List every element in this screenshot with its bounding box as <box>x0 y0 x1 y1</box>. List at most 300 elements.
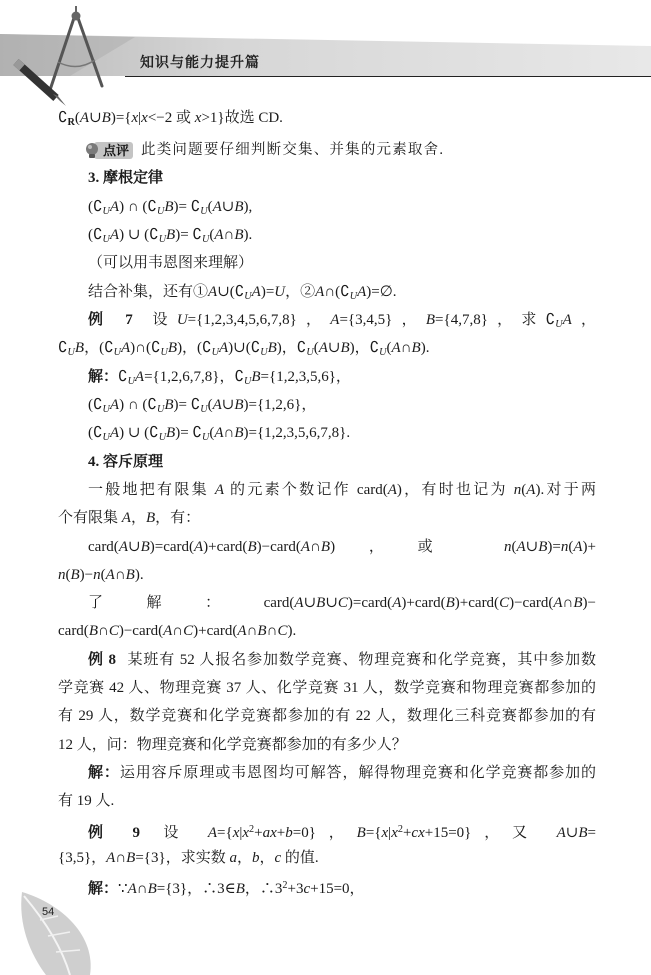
math-variable: B <box>147 881 157 898</box>
text-run: ∪ <box>89 110 102 126</box>
text-run: ={3,4,5}， <box>339 312 426 328</box>
text-run: )，有时也记为 <box>396 482 514 498</box>
example-9-statement <box>58 844 596 872</box>
text-run: +3 <box>287 881 304 898</box>
line-content <box>88 482 596 498</box>
text-run: ，② <box>285 284 316 300</box>
line-content <box>88 425 351 444</box>
math-variable: A <box>109 425 120 441</box>
line-content <box>58 340 430 359</box>
text-run: 的值. <box>281 850 319 866</box>
text-run: ∪ <box>327 340 341 356</box>
line-content <box>88 652 596 668</box>
math-variable: A <box>315 284 325 300</box>
example-8-solution <box>58 787 596 815</box>
math-variable: B <box>538 539 548 555</box>
text-run: )+card( <box>193 623 238 639</box>
math-variable: B <box>573 595 583 611</box>
math-variable: B <box>234 227 244 243</box>
text-run: ∩ <box>97 623 109 639</box>
text-run: ， <box>236 850 252 866</box>
math-variable: A <box>207 825 218 842</box>
text-run: +15=0}，又 <box>424 825 557 842</box>
line-content <box>88 539 596 555</box>
text-run: ，有： <box>155 510 201 526</box>
text-run: ) ∩ (∁ <box>119 199 157 215</box>
text-run: ∩ <box>223 227 235 243</box>
math-variable: B <box>257 623 267 639</box>
math-variable: b <box>251 850 260 866</box>
text-run: ，∴3 <box>244 881 283 898</box>
text-run: (∁ <box>88 199 103 215</box>
example-label: 例 7 <box>88 312 133 328</box>
math-variable: B <box>411 340 421 356</box>
math-variable: B <box>234 425 244 441</box>
de-morgan-law-1 <box>58 193 596 221</box>
math-variable: A <box>218 340 229 356</box>
text-run: ∩ <box>310 539 321 555</box>
text-run: （可以用韦恩图来理解） <box>88 255 254 271</box>
text-run: 学竞赛 42 人、物理竞赛 37 人、化学竞赛 31 人，数学竞赛和物理竞赛都参加的 <box>58 680 596 696</box>
math-variable: A <box>105 567 115 583</box>
text-run: ={4,7,8}，求∁ <box>435 312 556 328</box>
math-variable: A <box>237 623 247 639</box>
math-variable: n <box>513 482 522 498</box>
text-run: )= <box>260 284 275 300</box>
math-variable: n <box>93 567 101 583</box>
math-variable: x <box>391 825 398 842</box>
subscript: U <box>67 347 75 359</box>
subscript: U <box>158 432 167 444</box>
subscript: U <box>244 291 252 303</box>
math-variable: C <box>108 623 119 639</box>
subscript: U <box>127 376 135 388</box>
text-run: (∁ <box>88 397 103 413</box>
math-variable: A <box>109 199 120 215</box>
math-variable: B <box>267 340 277 356</box>
math-variable: A <box>194 539 204 555</box>
math-variable: A <box>163 623 173 639</box>
bold-label: 解： <box>88 765 120 781</box>
math-variable: A <box>127 881 137 898</box>
bold-label: 解： <box>88 881 119 898</box>
text-run: ∪ <box>525 539 539 555</box>
text-run: ∩ <box>223 425 235 441</box>
subscript: U <box>102 234 110 246</box>
text-run: )= ∁ <box>175 425 202 441</box>
text-run: ( <box>207 397 213 413</box>
math-variable: B <box>578 825 588 842</box>
math-variable: C <box>183 623 194 639</box>
text-run: ∩ <box>400 340 412 356</box>
venn-hint <box>58 249 596 277</box>
math-variable: A <box>214 482 225 498</box>
math-variable: x <box>381 825 389 842</box>
math-variable: A <box>330 312 340 328</box>
text-run: ( <box>313 340 319 356</box>
text-run: ∪ <box>325 595 338 611</box>
line-content <box>88 825 596 841</box>
text-run: ( <box>511 539 517 555</box>
example-7-solution <box>58 363 596 391</box>
text-run: ={1,2,6,7,8}，∁ <box>144 369 244 385</box>
math-variable: C <box>337 595 348 611</box>
math-variable: A <box>208 284 218 300</box>
text-run: ∩ <box>115 850 127 866</box>
text-run: ，(∁ <box>84 340 114 356</box>
text-run: ). <box>134 567 144 583</box>
example-8-statement <box>58 646 596 674</box>
bold-label: 4. 容斥原理 <box>88 454 164 470</box>
line-content <box>88 454 163 470</box>
line-content <box>88 397 317 416</box>
text-run: 了解：card( <box>88 595 295 611</box>
bold-label: 解： <box>88 369 119 385</box>
text-run: ， <box>571 312 597 328</box>
inclusion-exclusion-formula-cont <box>58 561 596 589</box>
example-7-solution-2 <box>58 391 596 419</box>
subscript: U <box>102 404 110 416</box>
math-variable: A <box>562 312 572 328</box>
subscript: U <box>555 319 563 331</box>
math-variable: x <box>131 110 139 126</box>
three-set-formula <box>58 589 596 617</box>
math-variable: B <box>101 110 111 126</box>
text-run: ). <box>243 227 253 243</box>
line-content <box>88 765 596 781</box>
subscript: U <box>200 206 208 218</box>
text-run: ={3}，求实数 <box>135 850 230 866</box>
text-run: ={1,2,3,4,5,6,7,8}， <box>187 312 331 328</box>
text-run: )−card( <box>256 539 301 555</box>
math-variable: B <box>445 595 455 611</box>
text-run: )=∅. <box>366 284 397 300</box>
text-run: )={1,2,3,5,6,7,8}. <box>243 425 351 441</box>
text-run: )− <box>582 595 596 611</box>
text-run: = <box>587 825 596 842</box>
math-variable: A <box>318 340 328 356</box>
text-run: ∩ <box>562 595 574 611</box>
subscript: U <box>200 404 208 416</box>
example-label: 例 9 <box>88 825 140 842</box>
subscript: U <box>201 234 210 246</box>
text-run: )，∁ <box>276 340 307 356</box>
text-run: 设 <box>150 825 208 842</box>
text-run: ). <box>420 340 430 356</box>
math-variable: B <box>316 595 326 611</box>
math-variable: B <box>164 397 174 413</box>
text-run: ). <box>287 623 297 639</box>
math-variable: c <box>303 881 311 898</box>
text-run: | <box>388 825 392 842</box>
example-8-statement <box>58 731 596 759</box>
text-run: ∪ <box>565 825 579 842</box>
subscript: U <box>158 234 167 246</box>
complement-properties <box>58 278 596 306</box>
line-content <box>88 595 596 611</box>
text-run: ( <box>386 340 392 356</box>
text-run: 设 <box>143 312 177 328</box>
text-run: ( <box>65 567 71 583</box>
text-run: )=card( <box>347 595 393 611</box>
text-run: )= <box>547 539 561 555</box>
math-variable: B <box>340 340 350 356</box>
line-content <box>88 312 597 331</box>
line-content <box>58 793 114 809</box>
math-variable: A <box>300 539 311 555</box>
math-variable: A <box>121 510 131 526</box>
text-run: )−card( <box>118 623 164 639</box>
text-run: ∁ <box>58 110 68 126</box>
text-run: )= ∁ <box>173 199 201 215</box>
text-run: )，或 <box>330 539 504 555</box>
math-variable: n <box>58 567 66 583</box>
text-run: )+ <box>582 539 596 555</box>
text-run: ， <box>130 510 146 526</box>
text-run: ， <box>259 850 275 866</box>
text-run: ={ <box>217 825 233 842</box>
text-run: 的元素个数记作 card( <box>224 482 388 498</box>
text-run: =0}， <box>292 825 357 842</box>
paragraph-line <box>58 504 596 532</box>
math-variable: ax <box>262 825 277 842</box>
example-7-solution-3 <box>58 419 596 447</box>
text-run: ∩ <box>266 623 278 639</box>
superscript: 2 <box>249 824 255 835</box>
math-variable: A <box>214 425 224 441</box>
subscript: U <box>102 206 110 218</box>
line-content <box>58 680 596 696</box>
math-variable: A <box>516 539 526 555</box>
subscript: U <box>160 347 168 359</box>
bold-label: 3. 摩根定律 <box>88 170 164 186</box>
text-run: card( <box>58 623 89 639</box>
math-variable: B <box>88 623 98 639</box>
text-run: ∪ <box>303 595 317 611</box>
text-run: 某班有 52 人报名参加数学竞赛、物理竞赛和化学竞赛，其中参加数 <box>126 652 596 668</box>
text-run: ( <box>209 425 215 441</box>
three-set-formula-cont <box>58 617 596 645</box>
math-variable: B <box>356 825 366 842</box>
leaf-icon <box>0 870 110 975</box>
text-run: ( <box>100 567 106 583</box>
math-variable: A <box>553 595 563 611</box>
text-run: ∁ <box>58 340 68 356</box>
subscript: U <box>260 347 268 359</box>
math-variable: A <box>573 539 583 555</box>
math-variable: A <box>391 340 401 356</box>
math-variable: x <box>141 110 148 126</box>
math-variable: B <box>166 425 176 441</box>
text-run: )∩(∁ <box>130 340 161 356</box>
math-variable: a <box>229 850 237 866</box>
math-variable: A <box>357 284 367 300</box>
text-run: ∪(∁ <box>217 284 245 300</box>
section-heading-de-morgan <box>58 164 596 192</box>
math-variable: A <box>526 482 536 498</box>
text-run: 有 29 人，数学竞赛和化学竞赛都参加的有 22 人，数理化三科竞赛都参加的有 <box>58 708 596 724</box>
math-variable: b <box>285 825 293 842</box>
text-run: 有 19 人. <box>58 793 115 809</box>
lightbulb-icon <box>84 142 100 160</box>
text-run: )− <box>79 567 94 583</box>
example-7-statement-cont <box>58 334 596 362</box>
math-variable: cx <box>411 825 425 842</box>
math-variable: x <box>232 825 240 842</box>
line-content <box>58 567 144 583</box>
superscript: 2 <box>397 824 403 835</box>
math-variable: B <box>126 850 136 866</box>
text-run: {3,5}， <box>58 850 107 866</box>
math-variable: A <box>109 227 120 243</box>
math-variable: A <box>212 199 222 215</box>
text-run: 结合补集，还有① <box>88 284 209 300</box>
math-variable: A <box>134 369 145 385</box>
text-run: )∪(∁ <box>228 340 261 356</box>
text-run: + <box>276 825 286 842</box>
math-variable: A <box>109 397 120 413</box>
text-run: | <box>239 825 243 842</box>
math-variable: n <box>503 539 512 555</box>
text-run: ∪ <box>221 397 235 413</box>
line-content <box>88 284 397 303</box>
math-variable: C <box>277 623 288 639</box>
line-content <box>88 199 253 218</box>
review-text-run: 此类问题要仔细判断交集、并集的元素取舍. <box>141 142 445 158</box>
text-run: (∁ <box>88 425 103 441</box>
text-run: )−card( <box>509 595 554 611</box>
subscript: U <box>306 347 314 359</box>
text-run: )+card( <box>203 539 248 555</box>
math-variable: c <box>274 850 282 866</box>
text-run: ∪ <box>127 539 141 555</box>
text-run: ∩ <box>246 623 258 639</box>
text-run: +15=0， <box>310 881 365 898</box>
section-heading-inclusion-exclusion <box>58 448 596 476</box>
example-8-solution <box>58 759 596 787</box>
subscript: U <box>156 404 165 416</box>
review-badge: 点评 <box>94 142 133 159</box>
math-variable: U <box>274 284 286 300</box>
math-variable: A <box>214 227 224 243</box>
math-variable: U <box>176 312 188 328</box>
math-variable: A <box>118 539 128 555</box>
math-variable: C <box>499 595 510 611</box>
text-run: ∁ <box>118 369 128 385</box>
example-label: 例 8 <box>88 652 117 668</box>
text-run: ( <box>207 199 213 215</box>
example-9-solution <box>58 872 596 900</box>
subscript: U <box>156 206 165 218</box>
text-run: + <box>254 825 263 842</box>
math-variable: A <box>212 397 222 413</box>
line-content <box>88 881 365 897</box>
header-title: 知识与能力提升篇 <box>140 54 260 70</box>
math-variable: B <box>167 340 178 356</box>
subscript: U <box>201 432 210 444</box>
math-variable: A <box>556 825 566 842</box>
text-run: )= ∁ <box>173 397 201 413</box>
math-variable: B <box>74 340 85 356</box>
line-content <box>58 110 283 129</box>
answer-conclusion-line <box>58 104 596 132</box>
math-variable: B <box>234 397 244 413</box>
example-8-statement <box>58 674 596 702</box>
subscript: R <box>67 117 75 129</box>
line-content <box>88 369 351 388</box>
math-variable: B <box>70 567 80 583</box>
math-variable: B <box>425 312 436 328</box>
subscript: U <box>113 347 121 359</box>
text-run: | <box>138 110 142 126</box>
text-run: )，(∁ <box>177 340 212 356</box>
text-run: )={1,2,6}， <box>243 397 317 413</box>
text-run: + <box>402 825 412 842</box>
line-content <box>88 170 163 186</box>
math-variable: n <box>560 539 569 555</box>
math-variable: B <box>247 539 257 555</box>
text-run: ∩ <box>172 623 184 639</box>
math-variable: A <box>392 595 402 611</box>
math-variable: x <box>194 110 202 126</box>
math-variable: A <box>251 284 261 300</box>
text-run: ( <box>568 539 574 555</box>
text-run: ), <box>243 199 253 215</box>
line-content <box>88 227 253 246</box>
text-run: ∵ <box>118 881 128 898</box>
text-run: ={1,2,3,5,6}， <box>260 369 351 385</box>
text-run: ( <box>209 227 215 243</box>
math-variable: x <box>242 825 250 842</box>
subscript: U <box>102 432 110 444</box>
text-run: )= ∁ <box>175 227 202 243</box>
text-run: )，∁ <box>349 340 380 356</box>
subscript: U <box>349 291 358 303</box>
line-content <box>58 850 319 866</box>
subscript: U <box>244 376 252 388</box>
line-content <box>58 510 200 526</box>
header-banner <box>0 0 651 110</box>
math-variable: B <box>125 567 135 583</box>
text-run: )+card( <box>454 595 500 611</box>
text-run: 12 人，问：物理竞赛和化学竞赛都参加的有多少人？ <box>58 737 407 753</box>
math-variable: B <box>234 199 244 215</box>
text-run: ∩ <box>136 881 148 898</box>
paragraph-line <box>58 476 596 504</box>
math-variable: A <box>387 482 397 498</box>
text-run: ( <box>74 110 80 126</box>
text-run: card( <box>88 539 119 555</box>
math-variable: B <box>145 510 156 526</box>
example-7-statement <box>58 306 596 334</box>
subscript: U <box>211 347 219 359</box>
example-8-statement <box>58 702 596 730</box>
page-number: 54 <box>42 906 55 918</box>
text-run: 一般地把有限集 <box>88 482 215 498</box>
math-variable: B <box>164 199 174 215</box>
review-text <box>141 142 444 158</box>
line-content <box>58 737 407 753</box>
text-run: ) ∪ (∁ <box>119 227 159 243</box>
text-run: ( <box>521 482 527 498</box>
line-content <box>88 255 253 271</box>
text-run: 运用容斥原理或韦恩图均可解答，解得物理竞赛和化学竞赛都参加的 <box>119 765 596 781</box>
text-run: (∁ <box>88 227 103 243</box>
text-run: >1}故选 CD. <box>201 110 283 126</box>
text-run: ∪ <box>221 199 235 215</box>
text-run: ∩ <box>114 567 126 583</box>
math-variable: B <box>166 227 176 243</box>
